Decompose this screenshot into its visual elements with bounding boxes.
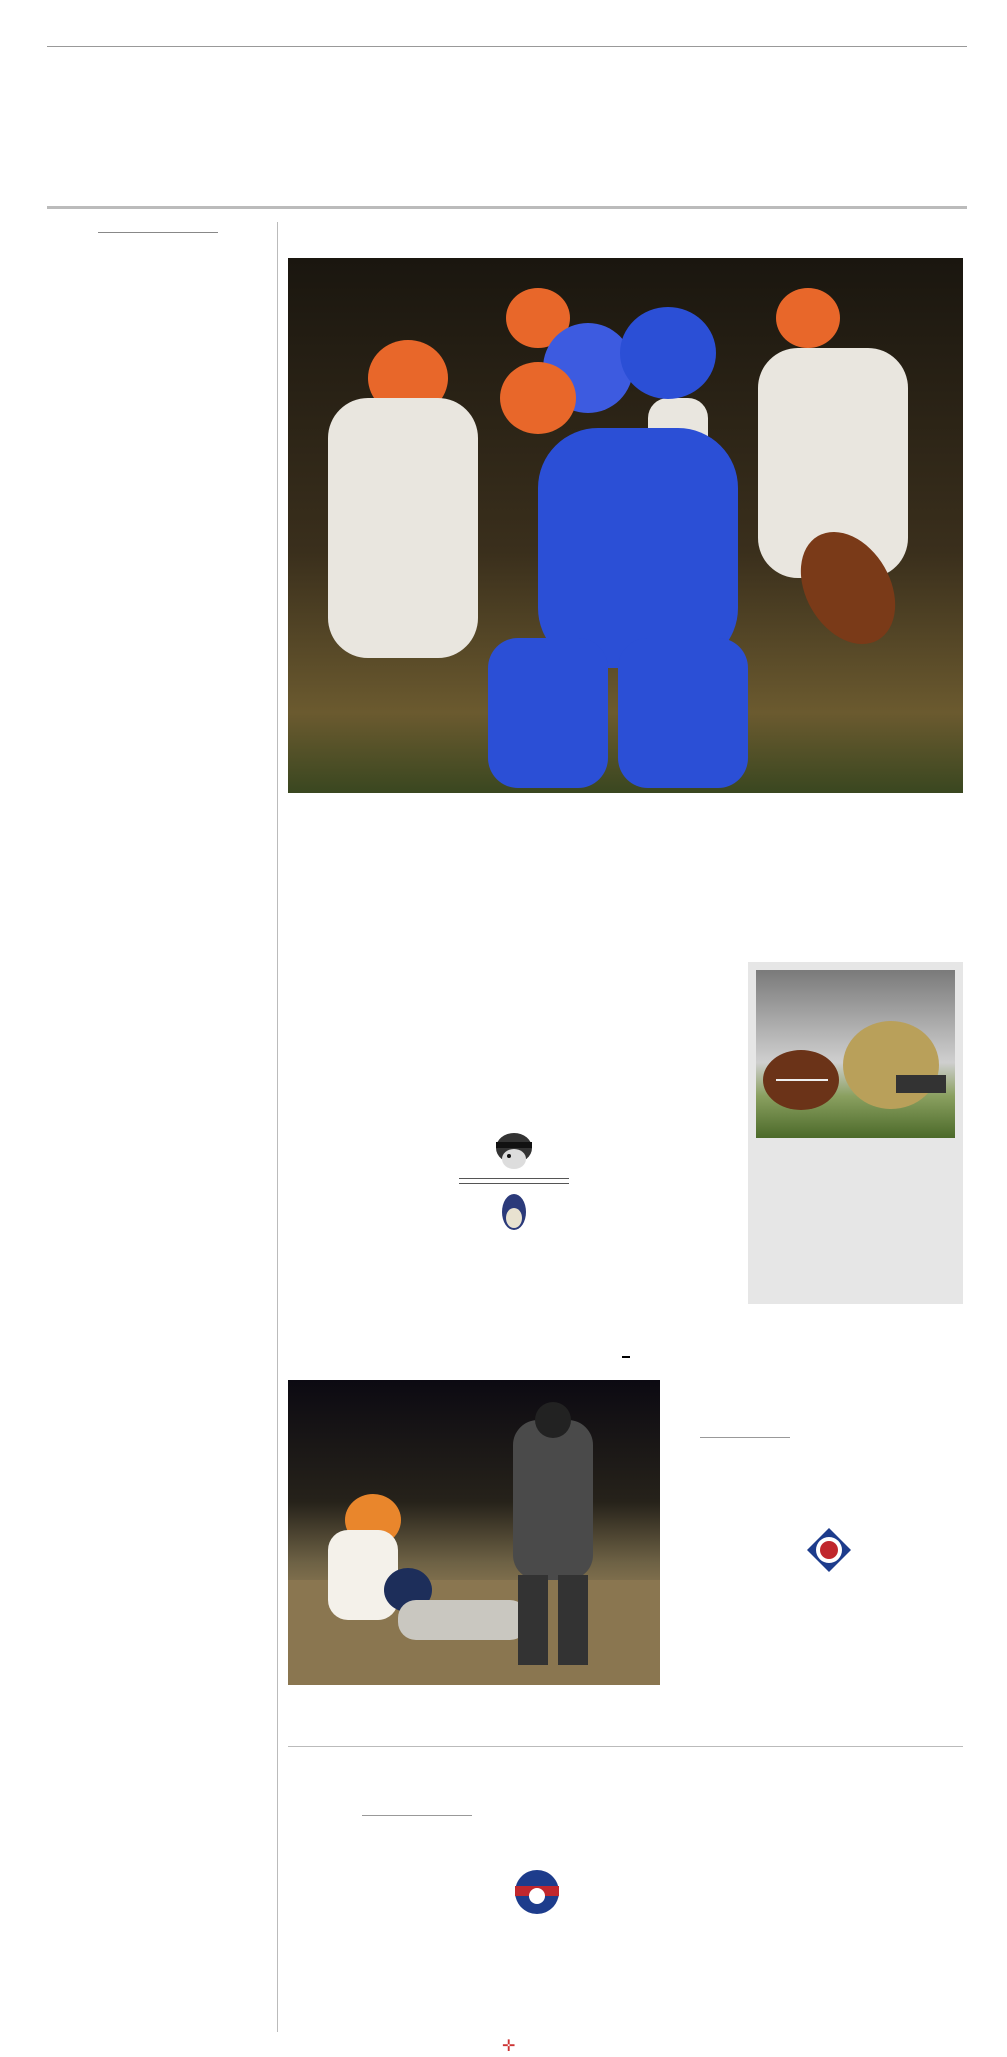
divider (288, 1746, 963, 1747)
wire-credit (700, 1437, 790, 1440)
nl-roundup-logo (778, 1526, 880, 1574)
scoreboard-image (756, 970, 955, 1138)
baseball-photo (288, 1380, 660, 1685)
helmets-art (756, 970, 955, 1138)
wire-credit (362, 1815, 472, 1818)
brave-logo-icon (489, 1188, 539, 1238)
on-tv-box (747, 62, 977, 66)
registration-mark-icon: ✛ (502, 2036, 516, 2055)
american-league-logo-icon (507, 1866, 567, 1920)
friday-night-scoreboard (748, 962, 963, 1304)
al-roundup-logo (487, 1866, 587, 1920)
masthead-rule (47, 206, 967, 209)
football-photo (288, 258, 963, 793)
football-photo-art (288, 258, 963, 793)
score-box (459, 1126, 569, 1238)
baseball-photo-art (288, 1380, 660, 1685)
around-lompoc-sidebar (47, 222, 268, 243)
pirate-logo-icon (484, 1126, 544, 1176)
national-league-logo-icon (804, 1526, 854, 1574)
divider (47, 46, 967, 47)
column-rule (277, 222, 278, 2032)
divider (98, 232, 218, 233)
mlb-label (288, 1338, 963, 1357)
